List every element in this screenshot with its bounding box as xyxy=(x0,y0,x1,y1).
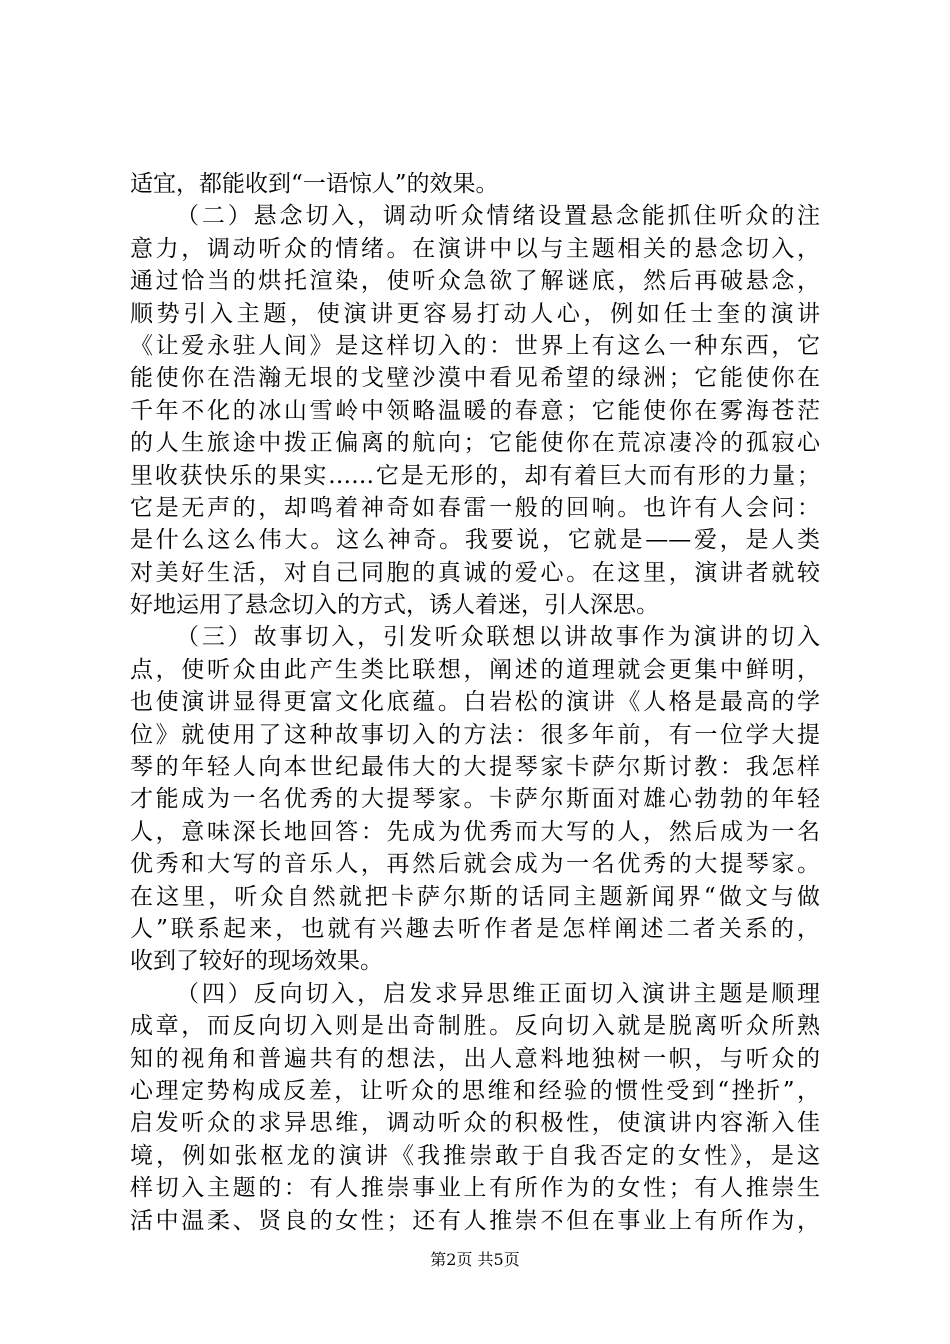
text-line: 收到了较好的现场效果。 xyxy=(130,948,383,975)
text-line: 人”联系起来，也就有兴趣去听作者是怎样阐述二者关系的， xyxy=(130,915,820,942)
text-line: 在这里，听众自然就把卡萨尔斯的话同主题新闻界“做文与做 xyxy=(130,883,820,910)
text-line: 好地运用了悬念切入的方式，诱人着迷，引人深思。 xyxy=(130,592,659,619)
text-line: 能使你在浩瀚无垠的戈壁沙漠中看见希望的绿洲；它能使你在 xyxy=(130,365,820,392)
text-line: 顺势引入主题，使演讲更容易打动人心，例如任士奎的演讲 xyxy=(130,300,820,327)
text-line: 样切入主题的：有人推崇事业上有所作为的女性；有人推崇生 xyxy=(130,1175,820,1202)
text-line: 适宜，都能收到“一语惊人”的效果。 xyxy=(130,171,499,197)
text-line: 点，使听众由此产生类比联想，阐述的道理就会更集中鲜明， xyxy=(130,656,820,683)
text-line: 人，意味深长地回答：先成为优秀而大写的人，然后成为一名 xyxy=(130,818,820,845)
text-line: 优秀和大写的音乐人，再然后就会成为一名优秀的大提琴家。 xyxy=(130,851,820,878)
document-body xyxy=(130,168,820,1237)
text-line: （三）故事切入，引发听众联想以讲故事作为演讲的切入 xyxy=(176,624,820,651)
text-line: 位》就使用了这种故事切入的方法：很多年前，有一位学大提 xyxy=(130,721,820,748)
text-line: 也使演讲显得更富文化底蕴。白岩松的演讲《人格是最高的学 xyxy=(130,689,820,716)
page-footer: 第2页 共5页 xyxy=(430,1250,520,1269)
text-line: 启发听众的求异思维，调动听众的积极性，使演讲内容渐入佳 xyxy=(130,1110,820,1137)
text-line: 通过恰当的烘托渲染，使听众急欲了解谜底，然后再破悬念， xyxy=(130,268,820,295)
text-line: 才能成为一名优秀的大提琴家。卡萨尔斯面对雄心勃勃的年轻 xyxy=(130,786,820,813)
text-line: 是什么这么伟大。这么神奇。我要说，它就是——爱，是人类 xyxy=(130,527,820,554)
text-line: 意力，调动听众的情绪。在演讲中以与主题相关的悬念切入， xyxy=(130,235,820,262)
text-line: 里收获快乐的果实……它是无形的，却有着巨大而有形的力量； xyxy=(130,462,820,489)
text-line: 它是无声的，却鸣着神奇如春雷一般的回响。也许有人会问： xyxy=(130,494,820,521)
text-line: 心理定势构成反差，让听众的思维和经验的惯性受到“挫折”， xyxy=(130,1077,820,1104)
text-line: 对美好生活，对自己同胞的真诚的爱心。在这里，演讲者就较 xyxy=(130,559,820,586)
text-line: 活中温柔、贤良的女性；还有人推崇不但在事业上有所作为， xyxy=(130,1207,820,1234)
text-line: 知的视角和普遍共有的想法，出人意料地独树一帜，与听众的 xyxy=(130,1045,820,1072)
text-line: 成章，而反向切入则是出奇制胜。反向切入就是脱离听众所熟 xyxy=(130,1013,820,1040)
text-line: 千年不化的冰山雪岭中领略温暖的春意；它能使你在雾海苍茫 xyxy=(130,397,820,424)
text-line: 《让爱永驻人间》是这样切入的：世界上有这么一种东西，它 xyxy=(130,332,820,359)
text-line: 琴的年轻人向本世纪最伟大的大提琴家卡萨尔斯讨教：我怎样 xyxy=(130,754,820,781)
text-line: （二）悬念切入，调动听众情绪设置悬念能抓住听众的注 xyxy=(176,203,820,230)
text-line: 境，例如张枢龙的演讲《我推崇敢于自我否定的女性》，是这 xyxy=(130,1142,820,1169)
text-line: （四）反向切入，启发求异思维正面切入演讲主题是顺理 xyxy=(176,980,820,1007)
text-line: 的人生旅途中拨正偏离的航向；它能使你在荒凉凄冷的孤寂心 xyxy=(130,430,820,457)
